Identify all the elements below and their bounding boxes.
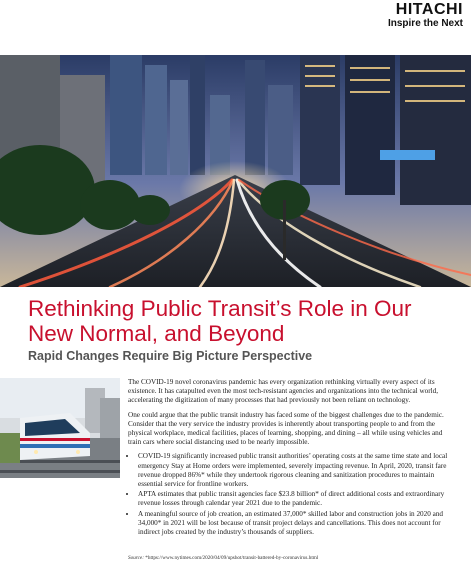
metro-train-photo-icon [0,378,120,478]
brand-tagline: Inspire the Next [387,18,463,29]
source-label: Source: [128,555,144,561]
source-footnote [128,555,458,562]
source-link[interactable]: *https://www.nytimes.com/2020/04/09/upshot/transit-battered-by-coronavirus.html [145,555,319,561]
page-subtitle: Rapid Changes Require Big Picture Perspective [28,349,313,363]
bullet-list [128,452,456,537]
bullet-item: • A meaningful source of job creation, an estimated 37,000* skilled labor and construction jobs in 2020 and 34,000* in 2021 will be lost because of transit project delays and cancellations. This does not account for indirect jobs created by the industry’s thousands of suppliers. [137,510,456,538]
city-highway-photo-icon [0,55,471,287]
body-paragraph: The COVID-19 novel coronavirus pandemic has every organization rethinking virtually every aspect of its existence. It has catapulted even the most tech-resistant agencies and organizations into the technical world, accelerating the digitization of many processes that had previously not been reliant on technology. [128,378,439,405]
bullet-item: • COVID-19 significantly increased public transit authorities’ operating costs at the same time state and local emergency Stay at Home orders were implemented, severely impacting revenue. In April, 2020, transit fare revenue dropped 86%* while they undertook rigorous cleaning and sanitization procedures to maintain essential service for frontline workers. [137,452,456,489]
body-paragraph: One could argue that the public transit industry has faced some of the biggest challenges due to the pandemic. Consider that the very service the industry provides is inherently about transporting people to and from the physical workplace, medical facilities, places of learning, shopping, and dining – all while using vehicles and train cars where social distancing used to be nearly impossible. [128,410,444,447]
article-body [128,378,456,538]
page-title: Rethinking Public Transit’s Role in Our New Normal, and Beyond [28,296,412,346]
brand-name: HITACHI [395,1,463,18]
hero-city-traffic-image [0,55,471,287]
metro-train-image [0,378,120,478]
bullet-item: • APTA estimates that public transit agencies face $23.8 billion* of direct additional costs and extraordinary revenue losses through calendar year 2021 due to the pandemic. [137,490,456,508]
hitachi-logo [388,2,463,30]
